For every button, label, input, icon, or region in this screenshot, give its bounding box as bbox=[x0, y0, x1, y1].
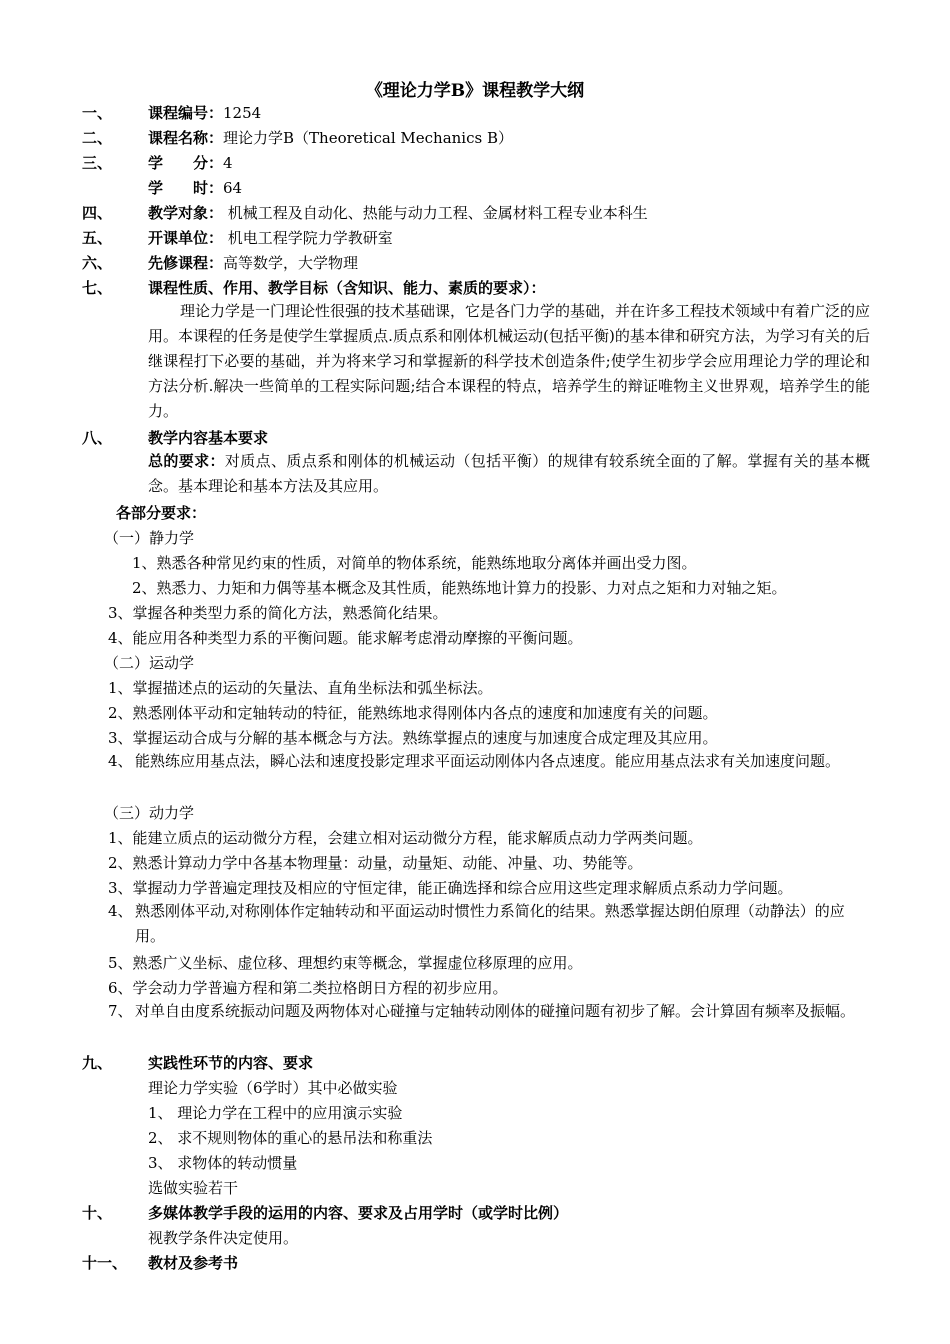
list-item: 2、熟悉刚体平动和定轴转动的特征，能熟练地求得刚体内各点的速度和加速度有关的问题。 bbox=[108, 704, 718, 722]
list-item: 1、掌握描述点的运动的矢量法、直角坐标法和弧坐标法。 bbox=[108, 679, 493, 697]
practice-line: 选做实验若干 bbox=[148, 1179, 239, 1197]
course-name-value: 理论力学B（Theoretical Mechanics B） bbox=[223, 129, 513, 147]
section-number: 五、 bbox=[82, 229, 113, 247]
section-11-heading: 教材及参考书 bbox=[148, 1254, 239, 1272]
audience-label: 教学对象： bbox=[148, 204, 224, 222]
section-number: 七、 bbox=[82, 279, 113, 297]
section-number: 四、 bbox=[82, 204, 113, 222]
course-code-value: 1254 bbox=[223, 104, 262, 122]
section-10-body: 视教学条件决定使用。 bbox=[148, 1229, 299, 1247]
department-line bbox=[148, 228, 393, 248]
hours-line bbox=[148, 178, 242, 198]
section-9-heading: 实践性环节的内容、要求 bbox=[148, 1054, 314, 1072]
general-requirements-label: 总的要求： bbox=[148, 452, 225, 470]
department-label: 开课单位： bbox=[148, 229, 224, 247]
department-value: 机电工程学院力学教研室 bbox=[223, 229, 393, 247]
course-name-line bbox=[148, 128, 513, 148]
general-requirements-text: 对质点、质点系和刚体的机械运动（包括平衡）的规律有较系统全面的了解。掌握有关的基本概念。基本理论和基本方法及其应用。 bbox=[148, 452, 870, 495]
section-number: 十一、 bbox=[82, 1254, 128, 1272]
list-item: 4、能应用各种类型力系的平衡问题。能求解考虑滑动摩擦的平衡问题。 bbox=[108, 629, 583, 647]
section-10-heading: 多媒体教学手段的运用的内容、要求及占用学时（或学时比例） bbox=[148, 1204, 569, 1222]
practice-line: 1、 理论力学在工程中的应用演示实验 bbox=[148, 1104, 403, 1122]
list-item-text: 对单自由度系统振动问题及两物体对心碰撞与定轴转动刚体的碰撞问题有初步了解。会计算固有频率及振幅。 bbox=[135, 1002, 856, 1020]
section-number: 三、 bbox=[82, 154, 113, 172]
list-item-number: 4、 bbox=[108, 902, 133, 920]
hours-label: 学 时： bbox=[148, 179, 224, 197]
section-7-heading: 课程性质、作用、教学目标（含知识、能力、素质的要求）： bbox=[148, 279, 546, 297]
list-item: 3、掌握动力学普遍定理技及相应的守恒定律，能正确选择和综合应用这些定理求解质点系动力学问题。 bbox=[108, 879, 793, 897]
list-item: 1、能建立质点的运动微分方程，会建立相对运动微分方程，能求解质点动力学两类问题。 bbox=[108, 829, 703, 847]
prerequisite-line bbox=[148, 253, 358, 273]
list-item: 6、学会动力学普遍方程和第二类拉格朗日方程的初步应用。 bbox=[108, 979, 508, 997]
section-8-heading: 教学内容基本要求 bbox=[148, 429, 269, 447]
audience-line bbox=[148, 203, 648, 223]
list-item bbox=[108, 899, 870, 949]
section-number: 一、 bbox=[82, 104, 113, 122]
section-number: 十、 bbox=[82, 1204, 113, 1222]
list-item-text: 熟悉刚体平动,对称刚体作定轴转动和平面运动时惯性力系简化的结果。熟悉掌握达朗伯原理（动静法）的应用。 bbox=[135, 902, 845, 945]
audience-value: 机械工程及自动化、热能与动力工程、金属材料工程专业本科生 bbox=[223, 204, 648, 222]
section-number: 六、 bbox=[82, 254, 113, 272]
list-item bbox=[108, 749, 870, 774]
credits-line bbox=[148, 153, 233, 173]
section-number: 九、 bbox=[82, 1054, 113, 1072]
list-item: 3、掌握运动合成与分解的基本概念与方法。熟练掌握点的速度与加速度合成定理及其应用。 bbox=[108, 729, 718, 747]
document-title: 《理论力学B》课程教学大纲 bbox=[365, 81, 585, 101]
list-item: 1、熟悉各种常见约束的性质，对简单的物体系统，能熟练地取分离体并画出受力图。 bbox=[132, 554, 697, 572]
course-code-line bbox=[148, 103, 261, 123]
general-requirements bbox=[148, 449, 870, 499]
parts-requirements-label: 各部分要求： bbox=[116, 504, 207, 522]
section-number: 八、 bbox=[82, 429, 113, 447]
section-number: 二、 bbox=[82, 129, 113, 147]
course-code-label: 课程编号： bbox=[148, 104, 224, 122]
list-item: 2、熟悉计算动力学中各基本物理量：动量，动量矩、动能、冲量、功、势能等。 bbox=[108, 854, 643, 872]
list-item bbox=[108, 999, 870, 1024]
section-7-body: 理论力学是一门理论性很强的技术基础课，它是各门力学的基础，并在许多工程技术领域中有着广泛的应用。本课程的任务是使学生掌握质点.质点系和刚体机械运动(包括平衡)的基本律和研究方法，为学习有关的后继课程打下必要的基础，并为将来学习和掌握新的科学技术创造条件;使学生初步学会应用理论力学的理论和方法分析.解决一些简单的工程实际问题;结合本课程的特点，培养学生的辩证唯物主义世界观，培养学生的能力。 bbox=[148, 302, 871, 420]
dynamics-title: （三）动力学 bbox=[104, 804, 195, 822]
practice-line: 理论力学实验（6学时）其中必做实验 bbox=[148, 1079, 398, 1097]
list-item: 5、熟悉广义坐标、虚位移、理想约束等概念，掌握虚位移原理的应用。 bbox=[108, 954, 583, 972]
credits-label: 学 分： bbox=[148, 154, 224, 172]
hours-value: 64 bbox=[223, 179, 243, 197]
list-item: 2、熟悉力、力矩和力偶等基本概念及其性质，能熟练地计算力的投影、力对点之矩和力对轴之矩。 bbox=[132, 579, 787, 597]
list-item-number: 7、 bbox=[108, 1002, 133, 1020]
prerequisite-label: 先修课程： bbox=[148, 254, 224, 272]
practice-line: 3、 求物体的转动惯量 bbox=[148, 1154, 298, 1172]
list-item: 3、掌握各种类型力系的简化方法，熟悉简化结果。 bbox=[108, 604, 448, 622]
kinematics-title: （二）运动学 bbox=[104, 654, 195, 672]
prerequisite-value: 高等数学，大学物理 bbox=[223, 254, 359, 272]
list-item-text: 能熟练应用基点法，瞬心法和速度投影定理求平面运动刚体内各点速度。能应用基点法求有关加速度问题。 bbox=[135, 752, 841, 770]
statics-title: （一）静力学 bbox=[104, 529, 195, 547]
list-item-number: 4、 bbox=[108, 752, 133, 770]
credits-value: 4 bbox=[223, 154, 233, 172]
course-name-label: 课程名称： bbox=[148, 129, 224, 147]
practice-line: 2、 求不规则物体的重心的悬吊法和称重法 bbox=[148, 1129, 433, 1147]
